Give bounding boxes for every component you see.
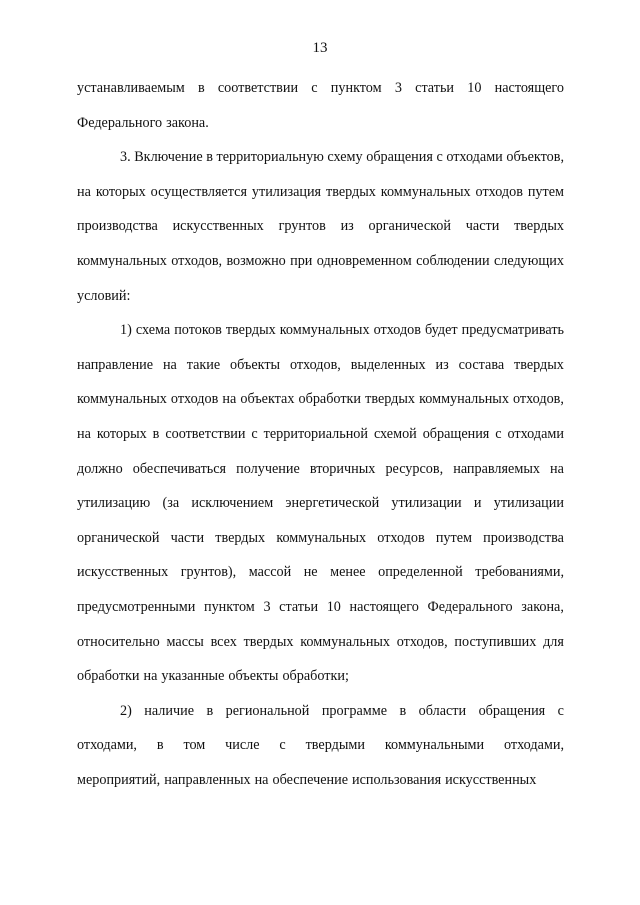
text-line: устанавливаемым в соответствии с пунктом 3 статьи 10 настоящего xyxy=(77,80,564,96)
text-line: утилизацию (за исключением энергетической утилизации и утилизации xyxy=(77,495,564,512)
text-line: искусственных грунтов), массой не менее определенной требованиями, xyxy=(77,564,564,581)
text-line: 1) схема потоков твердых коммунальных отходов будет предусматривать xyxy=(120,322,564,339)
text-line: органической части твердых коммунальных отходов путем производства xyxy=(77,529,564,546)
text-line: Федерального закона. xyxy=(77,114,209,131)
text-line: условий: xyxy=(77,287,131,304)
text-line: 2) наличие в региональной программе в области обращения с xyxy=(120,702,564,719)
text-line: коммунальных отходов на объектах обработки твердых коммунальных отходов, xyxy=(77,391,564,408)
text-line: на которых осуществляется утилизация твердых коммунальных отходов путем xyxy=(77,183,564,200)
text-line: на которых в соответствии с территориальной схемой обращения с отходами xyxy=(77,425,564,442)
text-line: обработки на указанные объекты обработки; xyxy=(77,668,349,685)
text-line: 3. Включение в территориальную схему обращения с отходами объектов, xyxy=(120,149,564,166)
text-line: мероприятий, направленных на обеспечение использования искусственных xyxy=(77,771,537,788)
text-line: производства искусственных грунтов из органической части твердых xyxy=(77,218,564,235)
text-line: коммунальных отходов, возможно при одновременном соблюдении следующих xyxy=(77,252,564,269)
text-line: предусмотренными пунктом 3 статьи 10 настоящего Федерального закона, xyxy=(77,598,564,615)
text-line: относительно массы всех твердых коммунальных отходов, поступивших для xyxy=(77,633,564,650)
text-line: направление на такие объекты отходов, выделенных из состава твердых xyxy=(77,356,564,373)
document-body xyxy=(77,76,564,802)
page-number: 13 xyxy=(312,40,328,56)
text-line: должно обеспечиваться получение вторичных ресурсов, направляемых на xyxy=(77,460,564,477)
text-line: отходами, в том числе с твердыми коммунальными отходами, xyxy=(77,737,564,754)
